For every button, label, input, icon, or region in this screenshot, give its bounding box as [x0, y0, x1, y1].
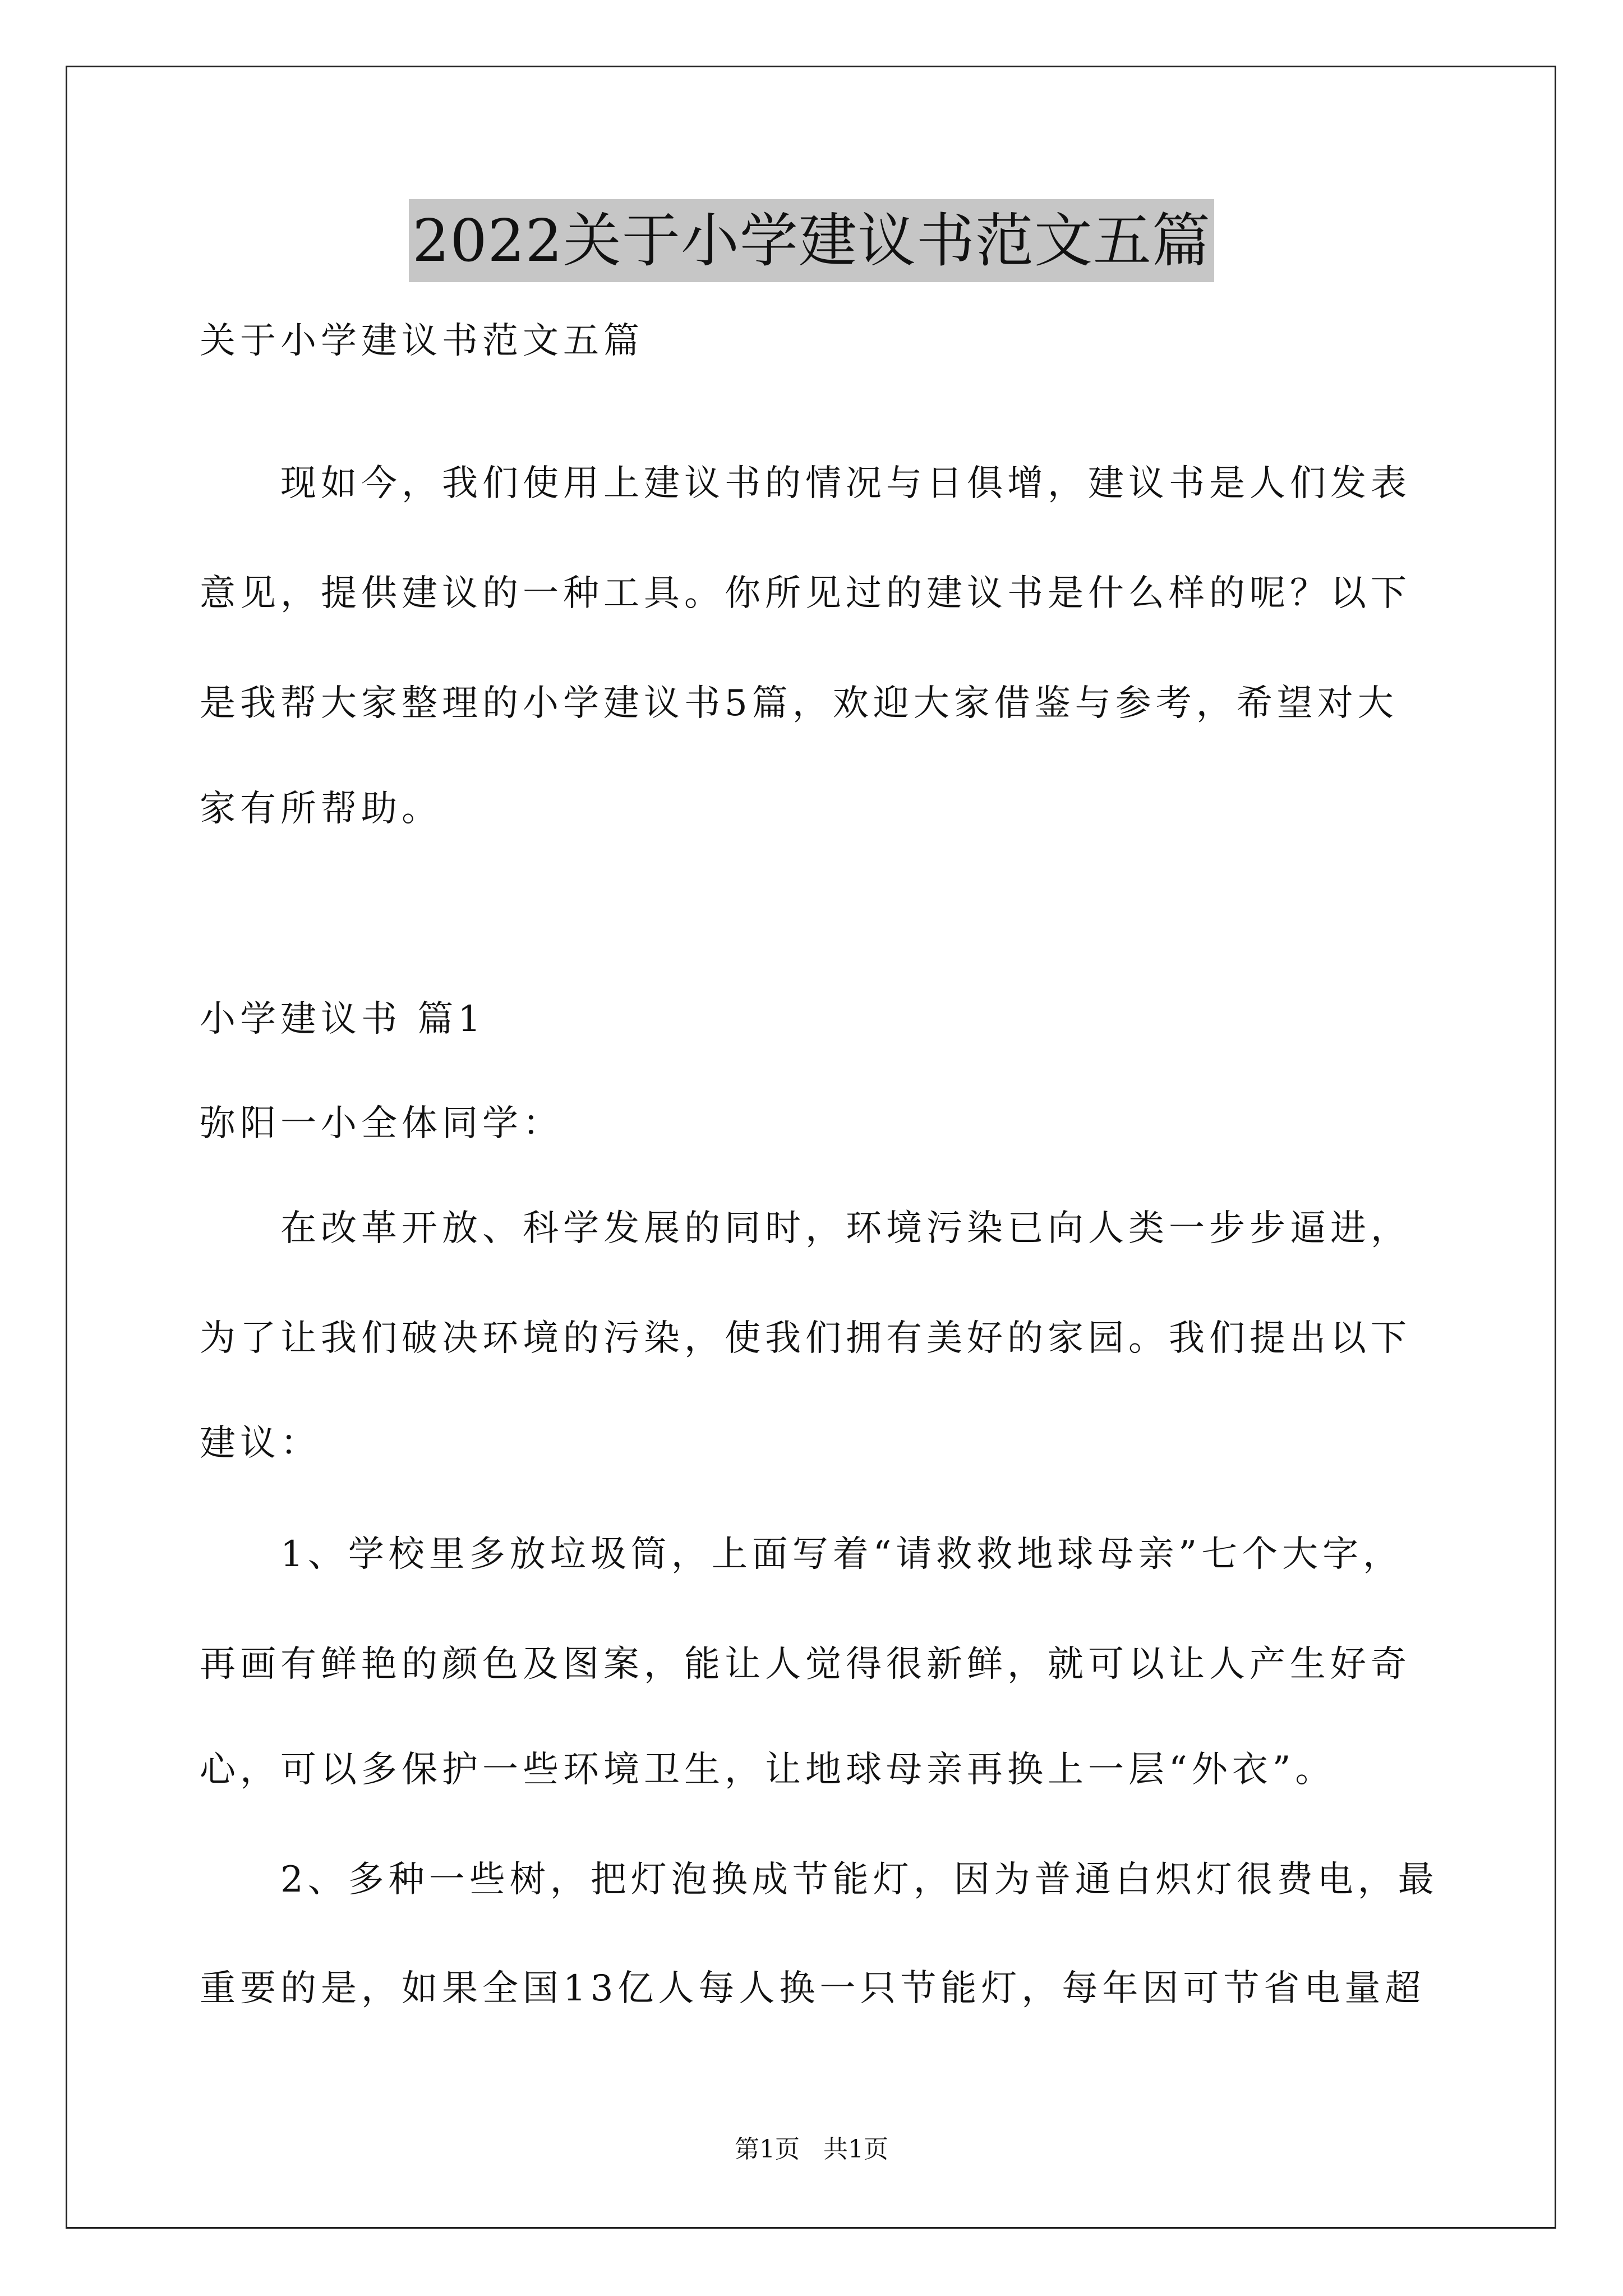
page-number-total: 共1页	[823, 2135, 888, 2164]
subtitle-line: 关于小学建议书范文五篇	[200, 320, 644, 362]
paragraph-line: 再画有鲜艳的颜色及图案，能让人觉得很新鲜，就可以让人产生好奇	[200, 1644, 1411, 1685]
paragraph-line: 心，可以多保护一些环境卫生，让地球母亲再换上一层“外衣”。	[200, 1749, 1336, 1791]
section-heading: 小学建议书 篇1	[200, 999, 486, 1040]
page-number-current: 第1页	[735, 2135, 800, 2164]
paragraph-line: 重要的是，如果全国13亿人每人换一只节能灯，每年因可节省电量超	[200, 1968, 1426, 2009]
paragraph-line: 家有所帮助。	[200, 788, 442, 830]
paragraph-line: 建议：	[200, 1423, 321, 1464]
paragraph-line: 1、学校里多放垃圾筒，上面写着“请救救地球母亲”七个大字，	[200, 1534, 1404, 1575]
title-container	[0, 199, 1623, 282]
paragraph-line: 意见，提供建议的一种工具。你所见过的建议书是什么样的呢？以下	[200, 573, 1411, 614]
salutation-line: 弥阳一小全体同学：	[200, 1103, 563, 1144]
document-title: 2022关于小学建议书范文五篇	[409, 199, 1214, 282]
paragraph-line: 2、多种一些树，把灯泡换成节能灯，因为普通白炽灯很费电，最	[200, 1859, 1438, 1901]
page-footer	[0, 2133, 1623, 2166]
paragraph-line: 是我帮大家整理的小学建议书5篇，欢迎大家借鉴与参考，希望对大	[200, 683, 1398, 724]
paragraph-line: 在改革开放、科学发展的同时，环境污染已向人类一步步逼进，	[200, 1208, 1411, 1249]
paragraph-line: 为了让我们破决环境的污染，使我们拥有美好的家园。我们提出以下	[200, 1318, 1411, 1359]
paragraph-line: 现如今，我们使用上建议书的情况与日俱增，建议书是人们发表	[200, 463, 1411, 504]
